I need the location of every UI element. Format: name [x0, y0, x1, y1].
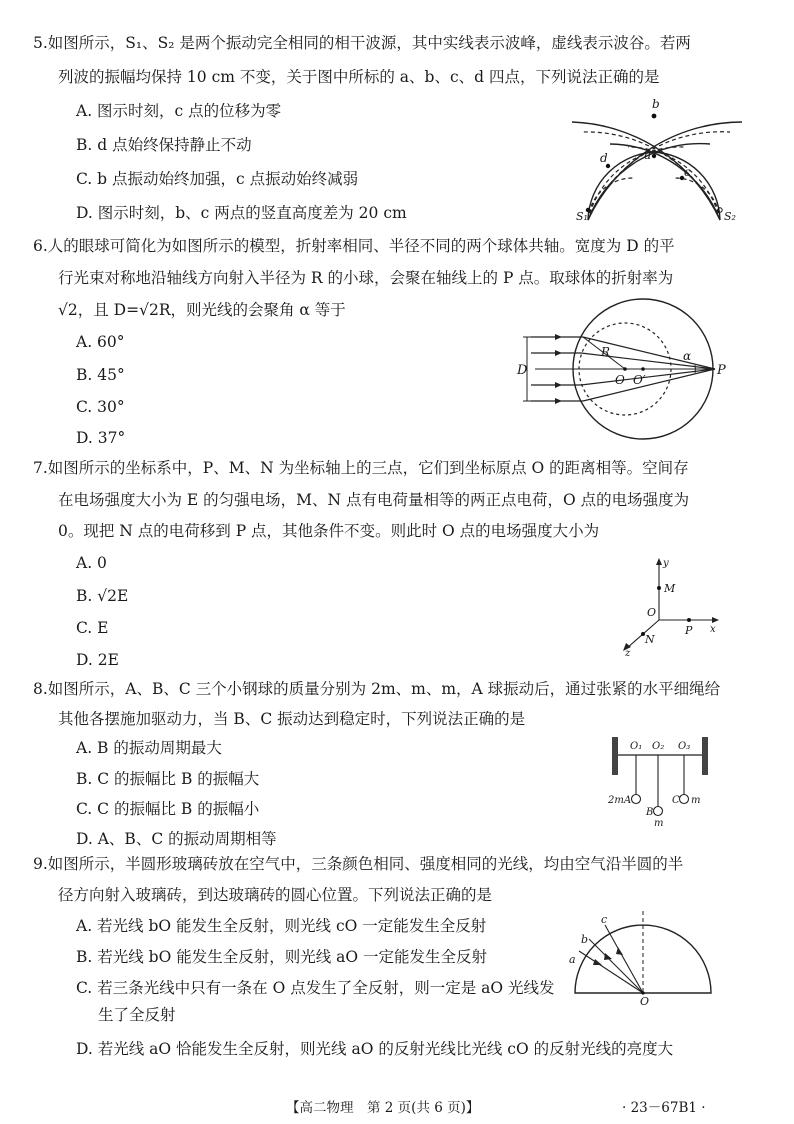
q5-label-b: b [652, 97, 660, 111]
q8-option-a: A. B 的振动周期最大 [76, 739, 222, 757]
q7-option-c: C. E [76, 619, 109, 637]
q9-option-a: A. 若光线 bO 能发生全反射，则光线 cO 一定能发生全反射 [76, 917, 487, 935]
q7-label-m: M [664, 582, 676, 595]
q6-label-o: O [615, 373, 625, 387]
q9-option-c-continued: 生了全反射 [98, 1006, 176, 1024]
q7-label-z: z [625, 648, 631, 656]
q8-label-o1: O₁ [630, 741, 643, 752]
q5-interference-figure [570, 92, 745, 222]
q8-pendulum-figure [600, 733, 720, 829]
q9-option-d: D. 若光线 aO 恰能发生全反射，则光线 aO 的反射光线比光线 cO 的反射光线的亮度大 [76, 1040, 674, 1058]
q9-option-c: C. 若三条光线中只有一条在 O 点发生了全反射，则一定是 aO 光线发 [76, 979, 555, 997]
q7-label-x: x [710, 624, 716, 635]
q9-stem-line-1: 9.如图所示，半圆形玻璃砖放在空气中，三条颜色相同、强度相同的光线，均由空气沿半圆的半 [33, 855, 684, 873]
q9-stem-line-2: 径方向射入玻璃砖，到达玻璃砖的圆心位置。下列说法正确的是 [58, 886, 493, 904]
q8-label-o3: O₃ [678, 741, 691, 752]
q6-number: 6. [33, 237, 48, 255]
q8-stem-line-1: 8.如图所示，A、B、C 三个小钢球的质量分别为 2m、m、m，A 球振动后，通过张紧的水平细绳给 [33, 680, 721, 698]
q8-label-c-mass: m [691, 795, 701, 806]
q7-option-b: B. √2E [76, 587, 129, 605]
q7-label-n: N [645, 633, 655, 646]
q8-label-b-mass: m [654, 818, 664, 829]
footer-page-info: 【高二物理 第 2 页(共 6 页)】 [286, 1100, 480, 1116]
q5-option-c: C. b 点振动始终加强，c 点振动始终减弱 [76, 170, 359, 188]
q7-option-d: D. 2E [76, 651, 119, 669]
q6-eyeball-figure [515, 296, 740, 444]
q6-option-b: B. 45° [76, 366, 125, 384]
q9-label-a: a [569, 953, 576, 966]
q5-label-a: a [644, 148, 652, 162]
q9-option-b: B. 若光线 bO 能发生全反射，则光线 aO 一定能发生全反射 [76, 948, 488, 966]
q8-option-c: C. C 的振幅比 B 的振幅小 [76, 800, 260, 818]
q8-label-b: B [646, 807, 654, 818]
q6-option-a: A. 60° [76, 333, 125, 351]
q5-option-b: B. d 点始终保持静止不动 [76, 136, 252, 154]
q6-option-c: C. 30° [76, 398, 125, 416]
q8-number: 8. [33, 680, 48, 698]
q7-coordinate-figure [615, 556, 730, 656]
q7-stem-line-1: 7.如图所示的坐标系中，P、M、N 为坐标轴上的三点，它们到坐标原点 O 的距离相等。空间存 [33, 459, 689, 477]
q5-stem-line-1: 5.如图所示，S₁、S₂ 是两个振动完全相同的相干波源，其中实线表示波峰，虚线表示波谷。若两 [33, 34, 691, 52]
q9-glass-figure [565, 905, 725, 1005]
q7-stem-line-3: 0。现把 N 点的电荷移到 P 点，其他条件不变。则此时 O 点的电场强度大小为 [58, 522, 600, 540]
q6-label-alpha: α [683, 349, 692, 363]
q5-option-a: A. 图示时刻，c 点的位移为零 [76, 102, 282, 120]
q6-stem-line-2: 行光束对称地沿轴线方向射入半径为 R 的小球，会聚在轴线上的 P 点。取球体的折射率为 [58, 269, 674, 287]
q8-stem-line-2: 其他各摆施加驱动力，当 B、C 振动达到稳定时，下列说法正确的是 [58, 710, 526, 728]
q8-option-d: D. A、B、C 的振动周期相等 [76, 830, 277, 848]
q5-stem-line-2: 列波的振幅均保持 10 cm 不变，关于图中所标的 a、b、c、d 四点，下列说法正确的是 [58, 68, 660, 86]
q6-label-o-prime: O′ [633, 373, 646, 387]
q7-number: 7. [33, 459, 48, 477]
footer-code: · 23－67B1 · [622, 1100, 706, 1116]
q6-label-p: P [717, 363, 726, 378]
q7-option-a: A. 0 [76, 554, 107, 572]
q9-label-c: c [601, 913, 608, 926]
q6-label-d: D [517, 363, 528, 378]
q8-option-b: B. C 的振幅比 B 的振幅大 [76, 770, 260, 788]
q5-number: 5. [33, 34, 48, 52]
q7-label-y: y [663, 558, 669, 569]
q5-label-s1: S₁ [576, 210, 588, 222]
q9-number: 9. [33, 855, 48, 873]
q5-label-d: d [600, 151, 608, 165]
q8-label-2m: 2m [608, 795, 624, 806]
q9-label-o: O [640, 995, 650, 1005]
q5-option-d: D. 图示时刻，b、c 两点的竖直高度差为 20 cm [76, 204, 407, 222]
q8-label-c: C [672, 795, 680, 806]
q9-label-b: b [581, 933, 589, 946]
q7-label-o: O [647, 606, 657, 619]
q8-label-a: A [624, 795, 632, 806]
q6-stem-line-3: √2，且 D=√2R，则光线的会聚角 α 等于 [58, 301, 346, 319]
q6-label-r: R [601, 345, 611, 359]
q7-label-p: P [685, 624, 693, 637]
q8-label-o2: O₂ [652, 741, 665, 752]
q6-stem-line-1: 6.人的眼球可简化为如图所示的模型，折射率相同、半径不同的两个球体共轴。宽度为 D 的平 [33, 237, 675, 255]
q6-option-d: D. 37° [76, 429, 126, 447]
q5-label-c: c [684, 165, 691, 179]
q5-label-s2: S₂ [724, 210, 736, 222]
q7-stem-line-2: 在电场强度大小为 E 的匀强电场，M、N 点有电荷量相等的两正点电荷，O 点的电场强度为 [58, 491, 690, 509]
